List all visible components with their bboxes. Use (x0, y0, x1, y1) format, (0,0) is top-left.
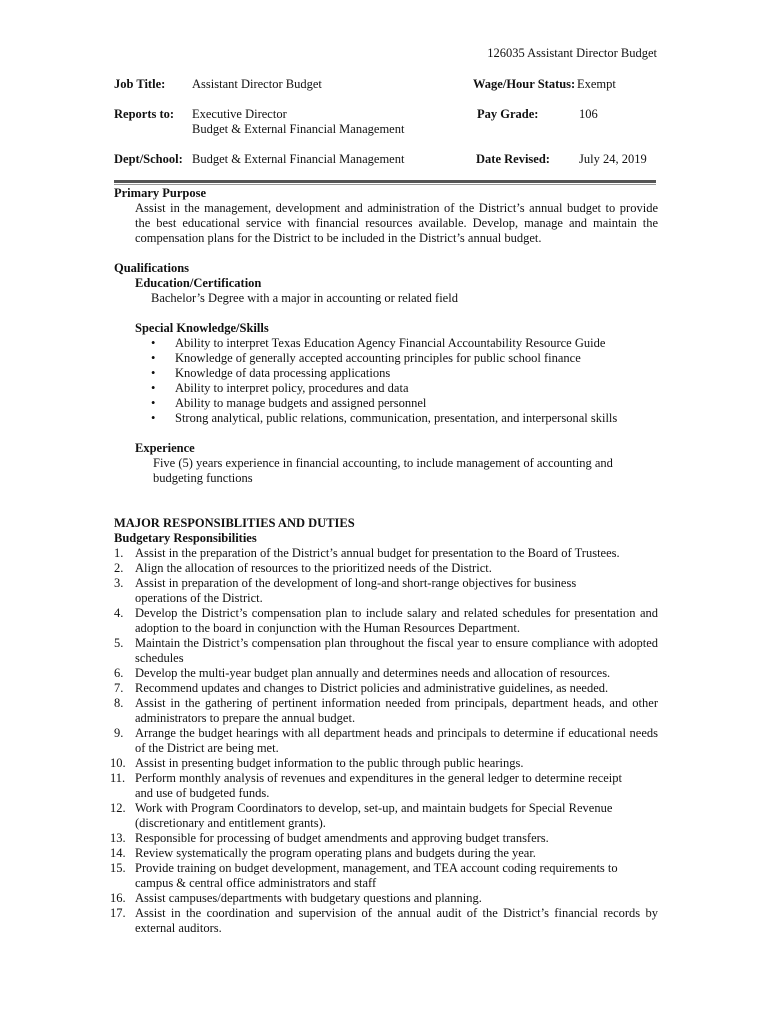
wage-status-label: Wage/Hour Status: (473, 77, 576, 91)
primary-purpose-heading: Primary Purpose (114, 186, 206, 200)
list-item: 17. Assist in the coordination and supervision of the annual audit of the District’s financial records by external auditors. (110, 906, 658, 935)
list-item: 16. Assist campuses/departments with budgetary questions and planning. (110, 891, 482, 905)
experience-heading: Experience (135, 441, 195, 455)
list-item: 15. Provide training on budget development, management, and TEA account coding requirements to campus & central office administrators and staff (110, 861, 618, 890)
list-item: 7. Recommend updates and changes to District policies and administrative guidelines, as needed. (114, 681, 609, 695)
bullet-icon: • (151, 396, 156, 410)
list-item: 3. Assist in preparation of the development of long-and short-range objectives for business operations of the District. (114, 576, 577, 605)
document-code: 126035 Assistant Director Budget (487, 46, 657, 60)
header-divider-thin (114, 184, 656, 185)
list-item: 9. Arrange the budget hearings with all department heads and principals to determine if educational needs of the District are being met. (114, 726, 658, 755)
list-item: • Ability to manage budgets and assigned personnel (151, 396, 427, 410)
duties-list (110, 546, 658, 936)
education-heading: Education/Certification (135, 276, 262, 290)
document-body (110, 186, 658, 936)
qualifications-heading: Qualifications (114, 261, 190, 275)
list-item: • Ability to interpret policy, procedures and data (151, 381, 409, 395)
education-text: Bachelor’s Degree with a major in accounting or related field (151, 291, 458, 305)
list-item: 8. Assist in the gathering of pertinent information needed from principals, department heads, and other administrators to prepare the annual budget. (114, 696, 658, 725)
skills-list (151, 336, 658, 426)
date-revised-label: Date Revised: (476, 152, 550, 166)
reports-to-line2: Budget & External Financial Management (192, 122, 405, 136)
list-item: 11. Perform monthly analysis of revenues and expenditures in the general ledger to determine receipt and use of budgeted funds. (110, 771, 622, 800)
duties-subheading: Budgetary Responsibilities (114, 531, 257, 545)
date-revised-value: July 24, 2019 (579, 152, 647, 166)
dept-value: Budget & External Financial Management (192, 152, 405, 166)
experience-line2: budgeting functions (153, 471, 253, 485)
pay-grade-value: 106 (579, 107, 598, 121)
dept-label: Dept/School: (114, 152, 183, 166)
list-item: 4. Develop the District’s compensation plan to include salary and related schedules for presentation and adoption to the board in conjunction with the Human Resources Department. (114, 606, 658, 635)
duties-heading: MAJOR RESPONSIBLITIES AND DUTIES (114, 516, 355, 530)
list-item: 2. Align the allocation of resources to the prioritized needs of the District. (114, 561, 492, 575)
list-item: • Ability to interpret Texas Education Agency Financial Accountability Resource Guide (151, 336, 606, 350)
reports-to-label: Reports to: (114, 107, 175, 121)
job-title-value: Assistant Director Budget (192, 77, 322, 91)
primary-purpose-text: Assist in the management, development and administration of the District’s annual budget to provide the best educational service with financial resources available. Develop, manage and maintain the compensation plans for the District to be included in the District’s annual budget. (135, 201, 658, 245)
list-item: • Strong analytical, public relations, communication, presentation, and interpersonal skills (151, 411, 618, 425)
list-item: 12. Work with Program Coordinators to develop, set-up, and maintain budgets for Special Revenue (discretionary and entitlement grants). (110, 801, 613, 830)
bullet-icon: • (151, 366, 156, 380)
list-item: 13. Responsible for processing of budget amendments and approving budget transfers. (110, 831, 549, 845)
header-divider (114, 180, 656, 183)
bullet-icon: • (151, 381, 156, 395)
list-item: 10. Assist in presenting budget information to the public through public hearings. (110, 756, 524, 770)
list-item: 14. Review systematically the program operating plans and budgets during the year. (110, 846, 536, 860)
bullet-icon: • (151, 336, 156, 350)
list-item: 1. Assist in the preparation of the District’s annual budget for presentation to the Board of Trustees. (114, 546, 620, 560)
bullet-icon: • (151, 351, 156, 365)
reports-to-line1: Executive Director (192, 107, 287, 121)
pay-grade-label: Pay Grade: (477, 107, 539, 121)
list-item: • Knowledge of data processing applications (151, 366, 391, 380)
list-item: 6. Develop the multi-year budget plan annually and determines needs and allocation of resources. (114, 666, 611, 680)
list-item: 5. Maintain the District’s compensation plan throughout the fiscal year to ensure compliance with adopted schedules (114, 636, 658, 665)
bullet-icon: • (151, 411, 156, 425)
skills-heading: Special Knowledge/Skills (135, 321, 269, 335)
reports-to-value (192, 107, 404, 137)
job-title-label: Job Title: (114, 77, 166, 91)
experience-line1: Five (5) years experience in financial accounting, to include management of accounting and (153, 456, 613, 470)
list-item: • Knowledge of generally accepted accounting principles for public school finance (151, 351, 581, 365)
wage-status-value: Exempt (577, 77, 616, 91)
